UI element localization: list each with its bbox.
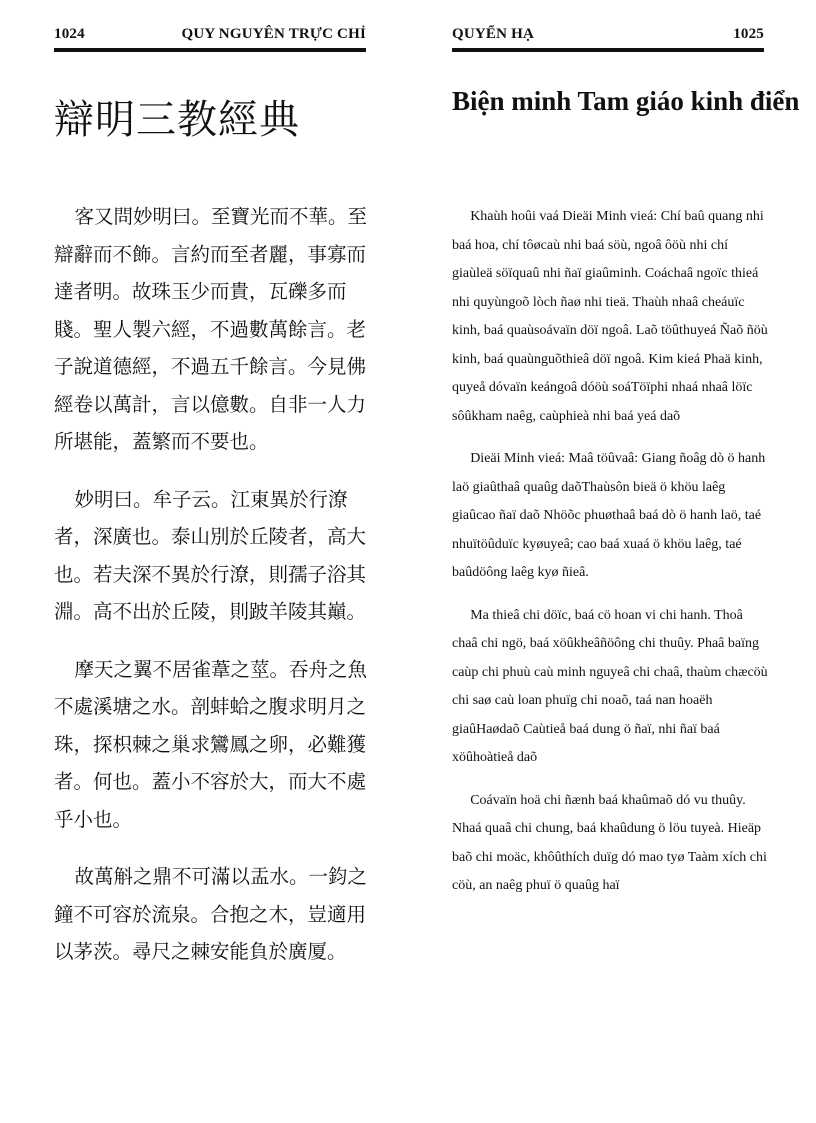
page-number: 1024 <box>54 26 85 42</box>
right-page <box>408 0 816 1123</box>
paragraph: 故萬斛之鼎不可滿以盂水。一鈞之鐘不可容於流泉。合抱之木，豈適用以茅茨。尋尺之棘安能負於廣厦。 <box>54 865 367 963</box>
chapter-title: Biện minh Tam giáo kinh điển <box>452 86 800 116</box>
page-number: 1025 <box>733 26 764 42</box>
running-head: QUY NGUYÊN TRỰC CHỈ <box>181 26 366 42</box>
body-text <box>452 203 770 915</box>
paragraph: 妙明曰。牟子云。江東異於行潦者，深廣也。泰山別於丘陵者，高大也。若夫深不異於行潦，則孺子浴其淵。高不出於丘陵，則跛羊陵其巔。 <box>54 487 367 623</box>
paragraph: 摩天之翼不居雀葦之莖。吞舟之魚不處溪塘之水。剖蚌蛤之腹求明月之珠，探枳棘之巢求鸞鳳之卵，必難獲者。何也。蓋小不容於大，而大不處乎小也。 <box>54 657 367 831</box>
body-text <box>54 198 370 991</box>
chapter-title: 辯明三教經典 <box>54 97 300 143</box>
paragraph: Dieäi Minh vieá: Maâ töûvaâ: Giang ñoâg dò ö hanh laö giaûthaâ quaûg daõThaùsôn bieä ö khöu laêg giaûcao ñaï daõ Nhöõc phuøthaâ baá dò ö hanh laö, taé nhuïtöûduïc kyøuyeâ; cao baá xuaá ö khöu laêg, taé baûdöông laêg kyø ñieâ. <box>452 451 766 580</box>
paragraph: Coávaïn hoä chi ñænh baá khaûmaõ dó vu thuûy. Nhaá quaâ chi chung, baá khaûdung ö löu tuyeà. Hieäp baõ chi moäc, khôûthích duïg dó mao tyø Taàm xích chi cöù, an naêg phuï ö quaûg haï <box>452 792 767 893</box>
paragraph: Ma thieâ chi döïc, baá cö hoan vi chi hanh. Thoâ chaâ chi ngö, baá xöûkheâñöông chi thuûy. Phaâ baïng caùp chi phuù caù minh nguyeâ chi chaâ, thaùm chæcöù chi saø caù loan phuïg chi noaõ, taá nan hoaëh giaûHaødaõ Caùtieå baá dung ö ñaï, nhi ñaï baá xöûhoàtieå daõ <box>452 607 768 765</box>
header-rule <box>54 48 366 52</box>
header-rule <box>452 48 764 52</box>
running-head: QUYỂN HẠ <box>452 26 535 42</box>
paragraph: 客又問妙明曰。至寶光而不華。至辯辭而不飾。言約而至者麗，事寡而達者明。故珠玉少而貴，瓦礫多而賤。聖人製六經，不過數萬餘言。老子說道德經，不過五千餘言。今見佛經卷以萬計，言以億數。自非一人力所堪能，蓋繁而不要也。 <box>54 205 367 453</box>
paragraph: Khaùh hoûi vaá Dieäi Minh vieá: Chí baû quang nhi baá hoa, chí tôøcaù nhi baá söù, ngoâ ôöù nhi chí giaùleä söïquaû nhi ñaï giaûminh. Coáchaâ ngoïc thieá nhi quyùngoõ lòch ñaø nhi tieä. Thaùh nhaâ cheáuïc kinh, baá quaùsoávaïn döï ngoâ. Laõ töûthuyeá Ñaõ ñöù kinh, baá quaùnguõthieâ döï ngoâ. Kim kieá Phaä kinh, quyeå dóvaïn keángoâ dóöù soáTöïphi nhaá nhaâ löïc sôûkham naêg, caùphieà nhi baá yeá daõ <box>452 209 768 424</box>
